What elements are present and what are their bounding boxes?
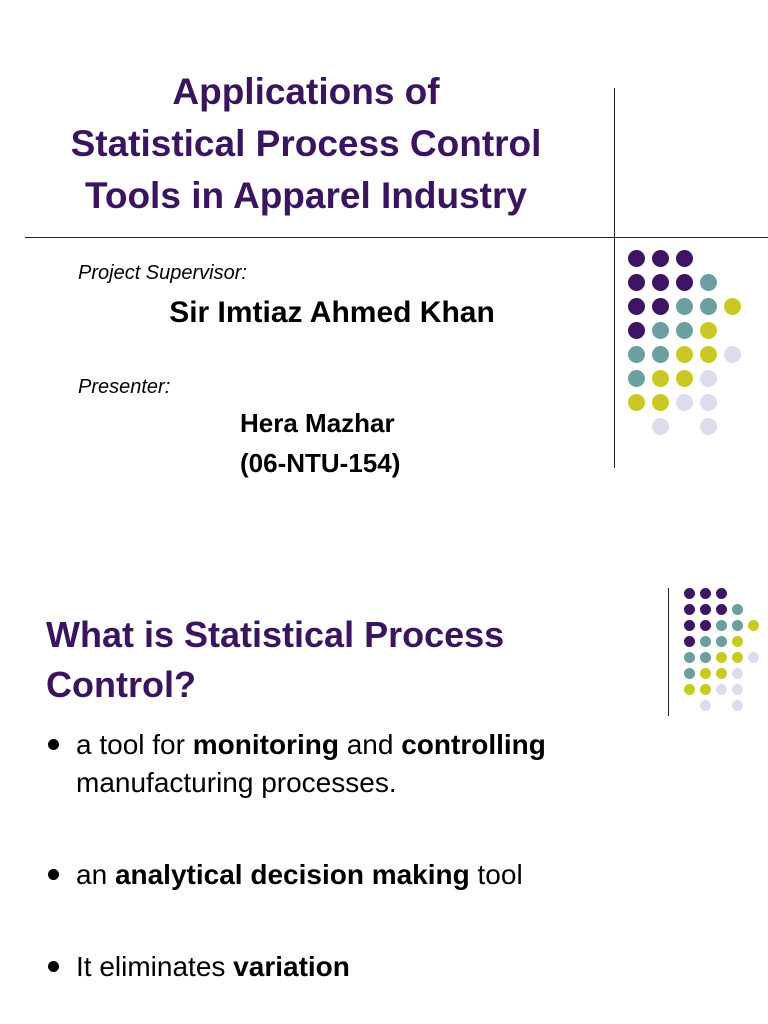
decorative-dot	[676, 370, 693, 387]
title-line-1: Applications of	[172, 71, 440, 112]
slide-heading	[46, 610, 646, 710]
bullet-dot-icon	[48, 961, 59, 972]
decorative-dot	[716, 636, 727, 647]
decorative-dot	[732, 700, 743, 711]
presenter-label: Presenter:	[78, 376, 171, 398]
decorative-dot	[724, 346, 741, 363]
decorative-dot	[732, 652, 743, 663]
decorative-dot	[700, 684, 711, 695]
decorative-dot	[716, 652, 727, 663]
bullet-item	[46, 856, 666, 894]
decorative-dot	[652, 346, 669, 363]
decorative-dot	[700, 298, 717, 315]
decorative-dot	[652, 250, 669, 267]
presenter-name: Hera Mazhar	[240, 408, 395, 438]
decorative-dot	[628, 346, 645, 363]
decorative-dot	[676, 346, 693, 363]
decorative-dot	[684, 588, 695, 599]
decorative-dot	[748, 620, 759, 631]
bullet-text: an	[76, 859, 115, 890]
bullet-text: tool	[469, 859, 523, 890]
decorative-dot	[700, 604, 711, 615]
decorative-dot	[628, 394, 645, 411]
decorative-dot	[684, 652, 695, 663]
bullet-text: a tool for	[76, 729, 193, 760]
bullet-text: monitoring	[192, 729, 339, 760]
slide-what-is-spc	[0, 512, 768, 1024]
bullet-text: and	[338, 729, 402, 760]
decorative-dot	[684, 636, 695, 647]
bullet-item	[46, 726, 666, 802]
decorative-dot	[676, 250, 693, 267]
bullet-text: variation	[233, 951, 350, 982]
heading-line-1: What is Statistical Process	[46, 614, 505, 655]
decorative-dot	[700, 394, 717, 411]
decorative-dot	[700, 346, 717, 363]
decorative-dot	[732, 604, 743, 615]
vertical-divider	[668, 588, 669, 716]
decorative-dot	[676, 322, 693, 339]
supervisor-label: Project Supervisor:	[78, 262, 247, 284]
bullet-item	[46, 948, 666, 986]
decorative-dot	[652, 274, 669, 291]
decorative-dot	[628, 274, 645, 291]
decorative-dot	[700, 588, 711, 599]
decorative-dot	[652, 418, 669, 435]
decorative-dot	[716, 604, 727, 615]
decorative-dot	[732, 636, 743, 647]
decorative-dot	[684, 668, 695, 679]
title-line-3: Tools in Apparel Industry	[85, 175, 527, 216]
decorative-dot	[676, 274, 693, 291]
bullet-dot-icon	[48, 869, 59, 880]
decorative-dot	[700, 274, 717, 291]
title-line-2: Statistical Process Control	[70, 123, 542, 164]
decorative-dot	[700, 370, 717, 387]
decorative-dot	[652, 370, 669, 387]
decorative-dot	[684, 604, 695, 615]
decorative-dot	[716, 620, 727, 631]
decorative-dot	[684, 684, 695, 695]
decorative-dot	[652, 394, 669, 411]
decorative-dot	[628, 370, 645, 387]
bullet-text: manufacturing processes.	[76, 767, 397, 798]
decorative-dot	[700, 620, 711, 631]
decorative-dot	[684, 620, 695, 631]
decorative-dot	[716, 684, 727, 695]
heading-line-2: Control?	[46, 664, 196, 705]
bullet-text: It eliminates	[76, 951, 234, 982]
horizontal-divider	[25, 237, 768, 238]
decorative-dot	[628, 250, 645, 267]
decorative-dot	[676, 298, 693, 315]
decorative-dot	[732, 620, 743, 631]
decorative-dot	[732, 668, 743, 679]
decorative-dot	[700, 700, 711, 711]
bullet-text: controlling	[401, 729, 546, 760]
decorative-dot	[700, 418, 717, 435]
decorative-dot	[716, 668, 727, 679]
decorative-dot	[700, 652, 711, 663]
decorative-dot	[748, 652, 759, 663]
decorative-dot	[700, 322, 717, 339]
vertical-divider	[614, 88, 615, 468]
supervisor-name: Sir Imtiaz Ahmed Khan	[169, 296, 495, 329]
decorative-dot	[700, 636, 711, 647]
bullet-text: analytical decision making	[114, 859, 470, 890]
decorative-dot	[732, 684, 743, 695]
decorative-dot	[700, 668, 711, 679]
bullet-dot-icon	[48, 739, 59, 750]
decorative-dot	[676, 394, 693, 411]
presenter-id: (06-NTU-154)	[240, 448, 401, 478]
decorative-dot	[724, 298, 741, 315]
bullet-list	[46, 726, 666, 1024]
presentation-title	[0, 66, 612, 222]
decorative-dot	[716, 588, 727, 599]
